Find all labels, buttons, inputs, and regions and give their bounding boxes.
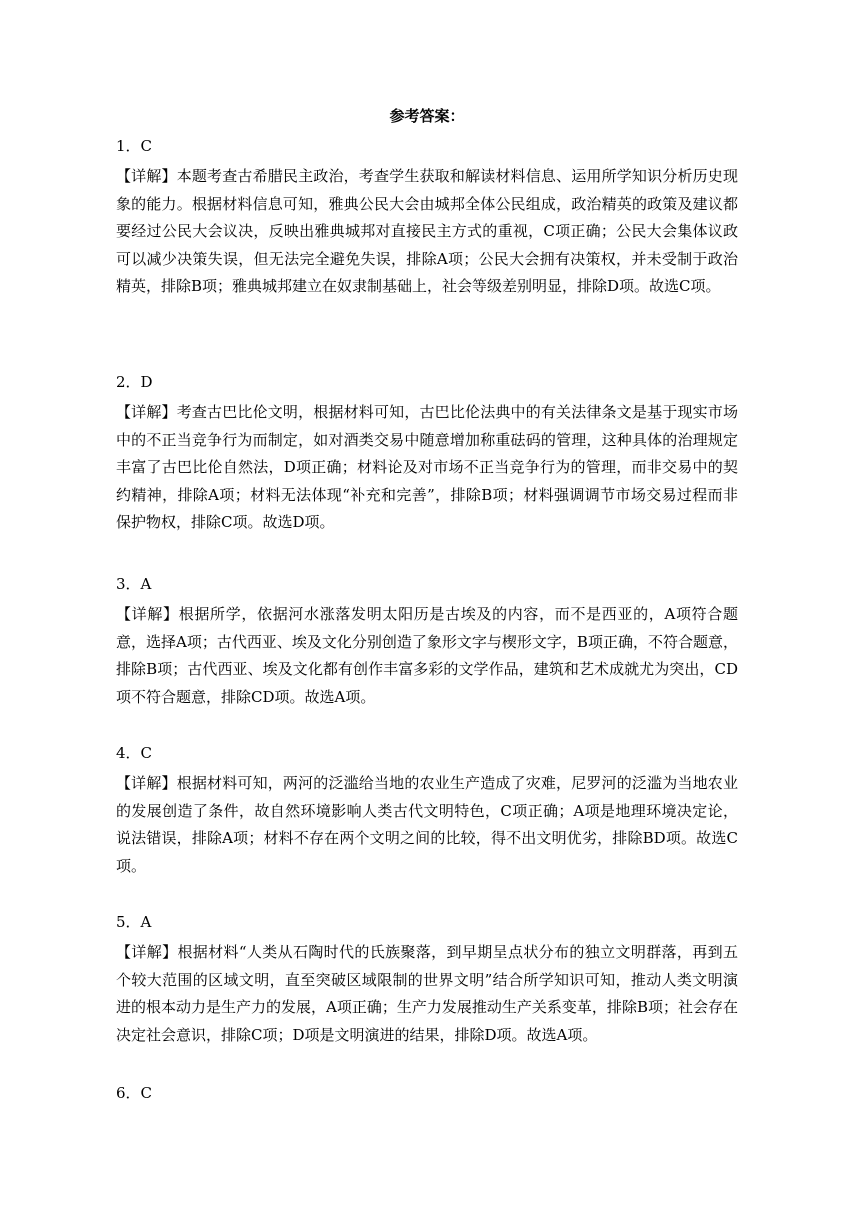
answer-number: 1．C <box>116 137 153 155</box>
answer-explanation <box>116 399 738 537</box>
detail-tag: 【详解】 <box>116 774 177 792</box>
answer-number: 6．C <box>116 1084 153 1102</box>
answer-number: 3．A <box>116 575 152 593</box>
detail-tag: 【详解】 <box>116 403 177 421</box>
answer-number: 5．A <box>116 913 152 931</box>
explanation-text: 根据所学，依据河水涨落发明太阳历是古埃及的内容，而不是西亚的，A项符合题意，选择A项；古代西亚、埃及文化分别创造了象形文字与楔形文字，B项正确，不符合题意，排除B项；古代西亚、埃及文化都有创作丰富多彩的文学作品，建筑和艺术成就尤为突出，CD项不符合题意，排除CD项。故选A项。 <box>116 605 738 706</box>
explanation-text: 根据材料可知，两河的泛滥给当地的农业生产造成了灾难，尼罗河的泛滥为当地农业的发展创造了条件，故自然环境影响人类古代文明特色，C项正确；A项是地理环境决定论，说法错误，排除A项；材料不存在两个文明之间的比较，得不出文明优劣，排除BD项。故选C项。 <box>116 774 738 875</box>
answer-explanation <box>116 939 738 1049</box>
explanation-text: 考查古巴比伦文明，根据材料可知，古巴比伦法典中的有关法律条文是基于现实市场中的不正当竞争行为而制定，如对酒类交易中随意增加称重砝码的管理，这种具体的治理规定丰富了古巴比伦自然法，D项正确；材料论及对市场不正当竞争行为的管理，而非交易中的契约精神，排除A项；材料无法体现“补充和完善”，排除B项；材料强调调节市场交易过程而非保护物权，排除C项。故选D项。 <box>116 403 738 531</box>
answer-number: 4．C <box>116 744 153 762</box>
answer-explanation <box>116 770 738 880</box>
explanation-text: 本题考查古希腊民主政治，考查学生获取和解读材料信息、运用所学知识分析历史现象的能力。根据材料信息可知，雅典公民大会由城邦全体公民组成，政治精英的政策及建议都要经过公民大会议决，反映出雅典城邦对直接民主方式的重视，C项正确；公民大会集体议政可以减少决策失误，但无法完全避免失误，排除A项；公民大会拥有决策权，并未受制于政治精英，排除B项；雅典城邦建立在奴隶制基础上，社会等级差别明显，排除D项。故选C项。 <box>116 167 738 295</box>
detail-tag: 【详解】 <box>116 943 178 961</box>
detail-tag: 【详解】 <box>116 167 177 185</box>
detail-tag: 【详解】 <box>116 605 179 623</box>
explanation-text: 根据材料“人类从石陶时代的氏族聚落，到早期呈点状分布的独立文明群落，再到五个较大范围的区域文明，直至突破区域限制的世界文明”结合所学知识可知，推动人类文明演进的根本动力是生产力的发展，A项正确；生产力发展推动生产关系变革，排除B项；社会存在决定社会意识，排除C项；D项是文明演进的结果，排除D项。故选A项。 <box>116 943 738 1044</box>
answer-explanation <box>116 601 738 711</box>
page-title: 参考答案： <box>389 107 465 125</box>
answer-explanation <box>116 163 738 301</box>
answer-number: 2．D <box>116 373 153 391</box>
